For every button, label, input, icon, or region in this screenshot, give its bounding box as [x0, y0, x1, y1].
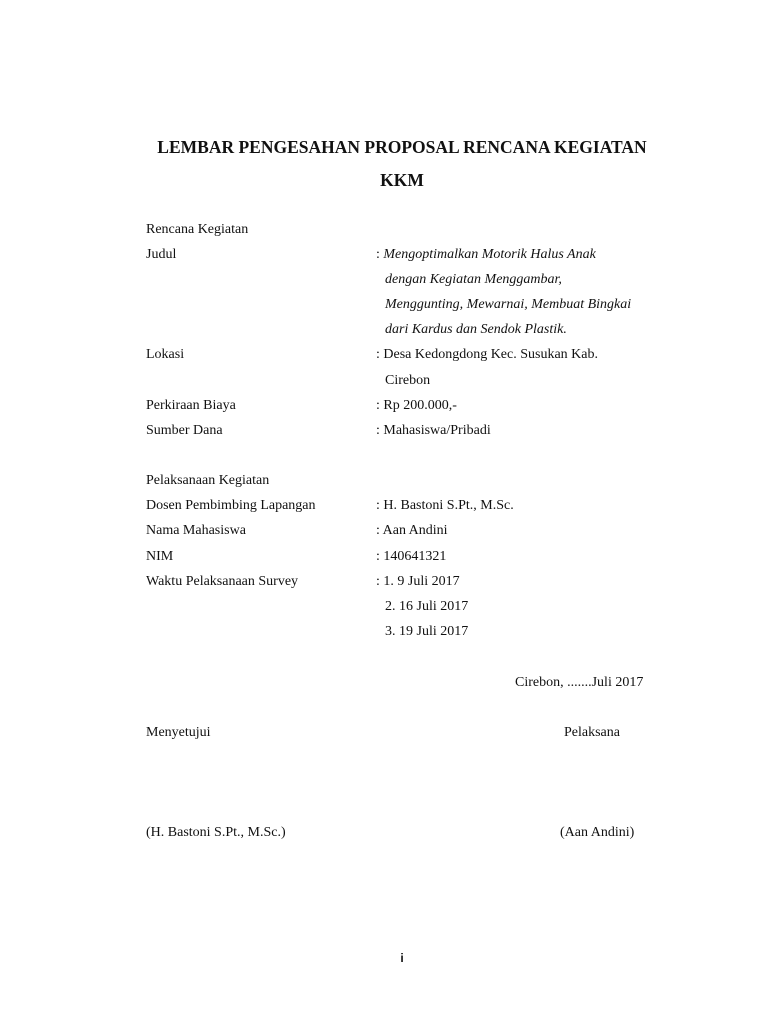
judul-value-line-4: dari Kardus dan Sendok Plastik. [385, 322, 567, 337]
rencana-kegiatan-heading: Rencana Kegiatan [146, 222, 249, 237]
sumber-dana-value: : Mahasiswa/Pribadi [376, 423, 491, 438]
perkiraan-biaya-label: Perkiraan Biaya [146, 398, 236, 413]
executor-role: Pelaksana [564, 725, 620, 740]
waktu-survey-label: Waktu Pelaksanaan Survey [146, 574, 299, 589]
dosen-pembimbing-value: : H. Bastoni S.Pt., M.Sc. [376, 498, 514, 513]
dosen-pembimbing-label: Dosen Pembimbing Lapangan [146, 498, 316, 513]
place-date: Cirebon, .......Juli 2017 [515, 675, 644, 690]
lokasi-value-line-1: : Desa Kedongdong Kec. Susukan Kab. [376, 347, 599, 362]
document-title-line-2: KKM [380, 170, 424, 190]
nim-label: NIM [146, 549, 174, 564]
judul-text-line-1: Mengoptimalkan Motorik Halus Anak [383, 247, 596, 262]
waktu-survey-value-1: : 1. 9 Juli 2017 [376, 574, 460, 589]
executor-name: (Aan Andini) [560, 825, 635, 840]
approver-name: (H. Bastoni S.Pt., M.Sc.) [146, 825, 286, 840]
approver-role: Menyetujui [146, 725, 211, 740]
lokasi-label: Lokasi [146, 347, 185, 362]
nama-mahasiswa-value: : Aan Andini [376, 523, 448, 538]
waktu-survey-value-2: 2. 16 Juli 2017 [385, 599, 469, 614]
sumber-dana-label: Sumber Dana [146, 423, 223, 438]
judul-value-line-3: Menggunting, Mewarnai, Membuat Bingkai [385, 297, 632, 312]
judul-value-line-2: dengan Kegiatan Menggambar, [385, 272, 562, 287]
judul-value-line-1 [376, 248, 596, 262]
nim-value: : 140641321 [376, 549, 447, 564]
perkiraan-biaya-value: : Rp 200.000,- [376, 398, 457, 413]
document-title-line-1: LEMBAR PENGESAHAN PROPOSAL RENCANA KEGIATAN [157, 137, 647, 157]
judul-colon: : [376, 247, 384, 262]
nama-mahasiswa-label: Nama Mahasiswa [146, 523, 246, 538]
pelaksanaan-kegiatan-heading: Pelaksanaan Kegiatan [146, 473, 270, 488]
lokasi-value-line-2: Cirebon [385, 373, 431, 388]
waktu-survey-value-3: 3. 19 Juli 2017 [385, 624, 469, 639]
page-number: i [400, 951, 404, 965]
judul-label: Judul [146, 247, 177, 262]
